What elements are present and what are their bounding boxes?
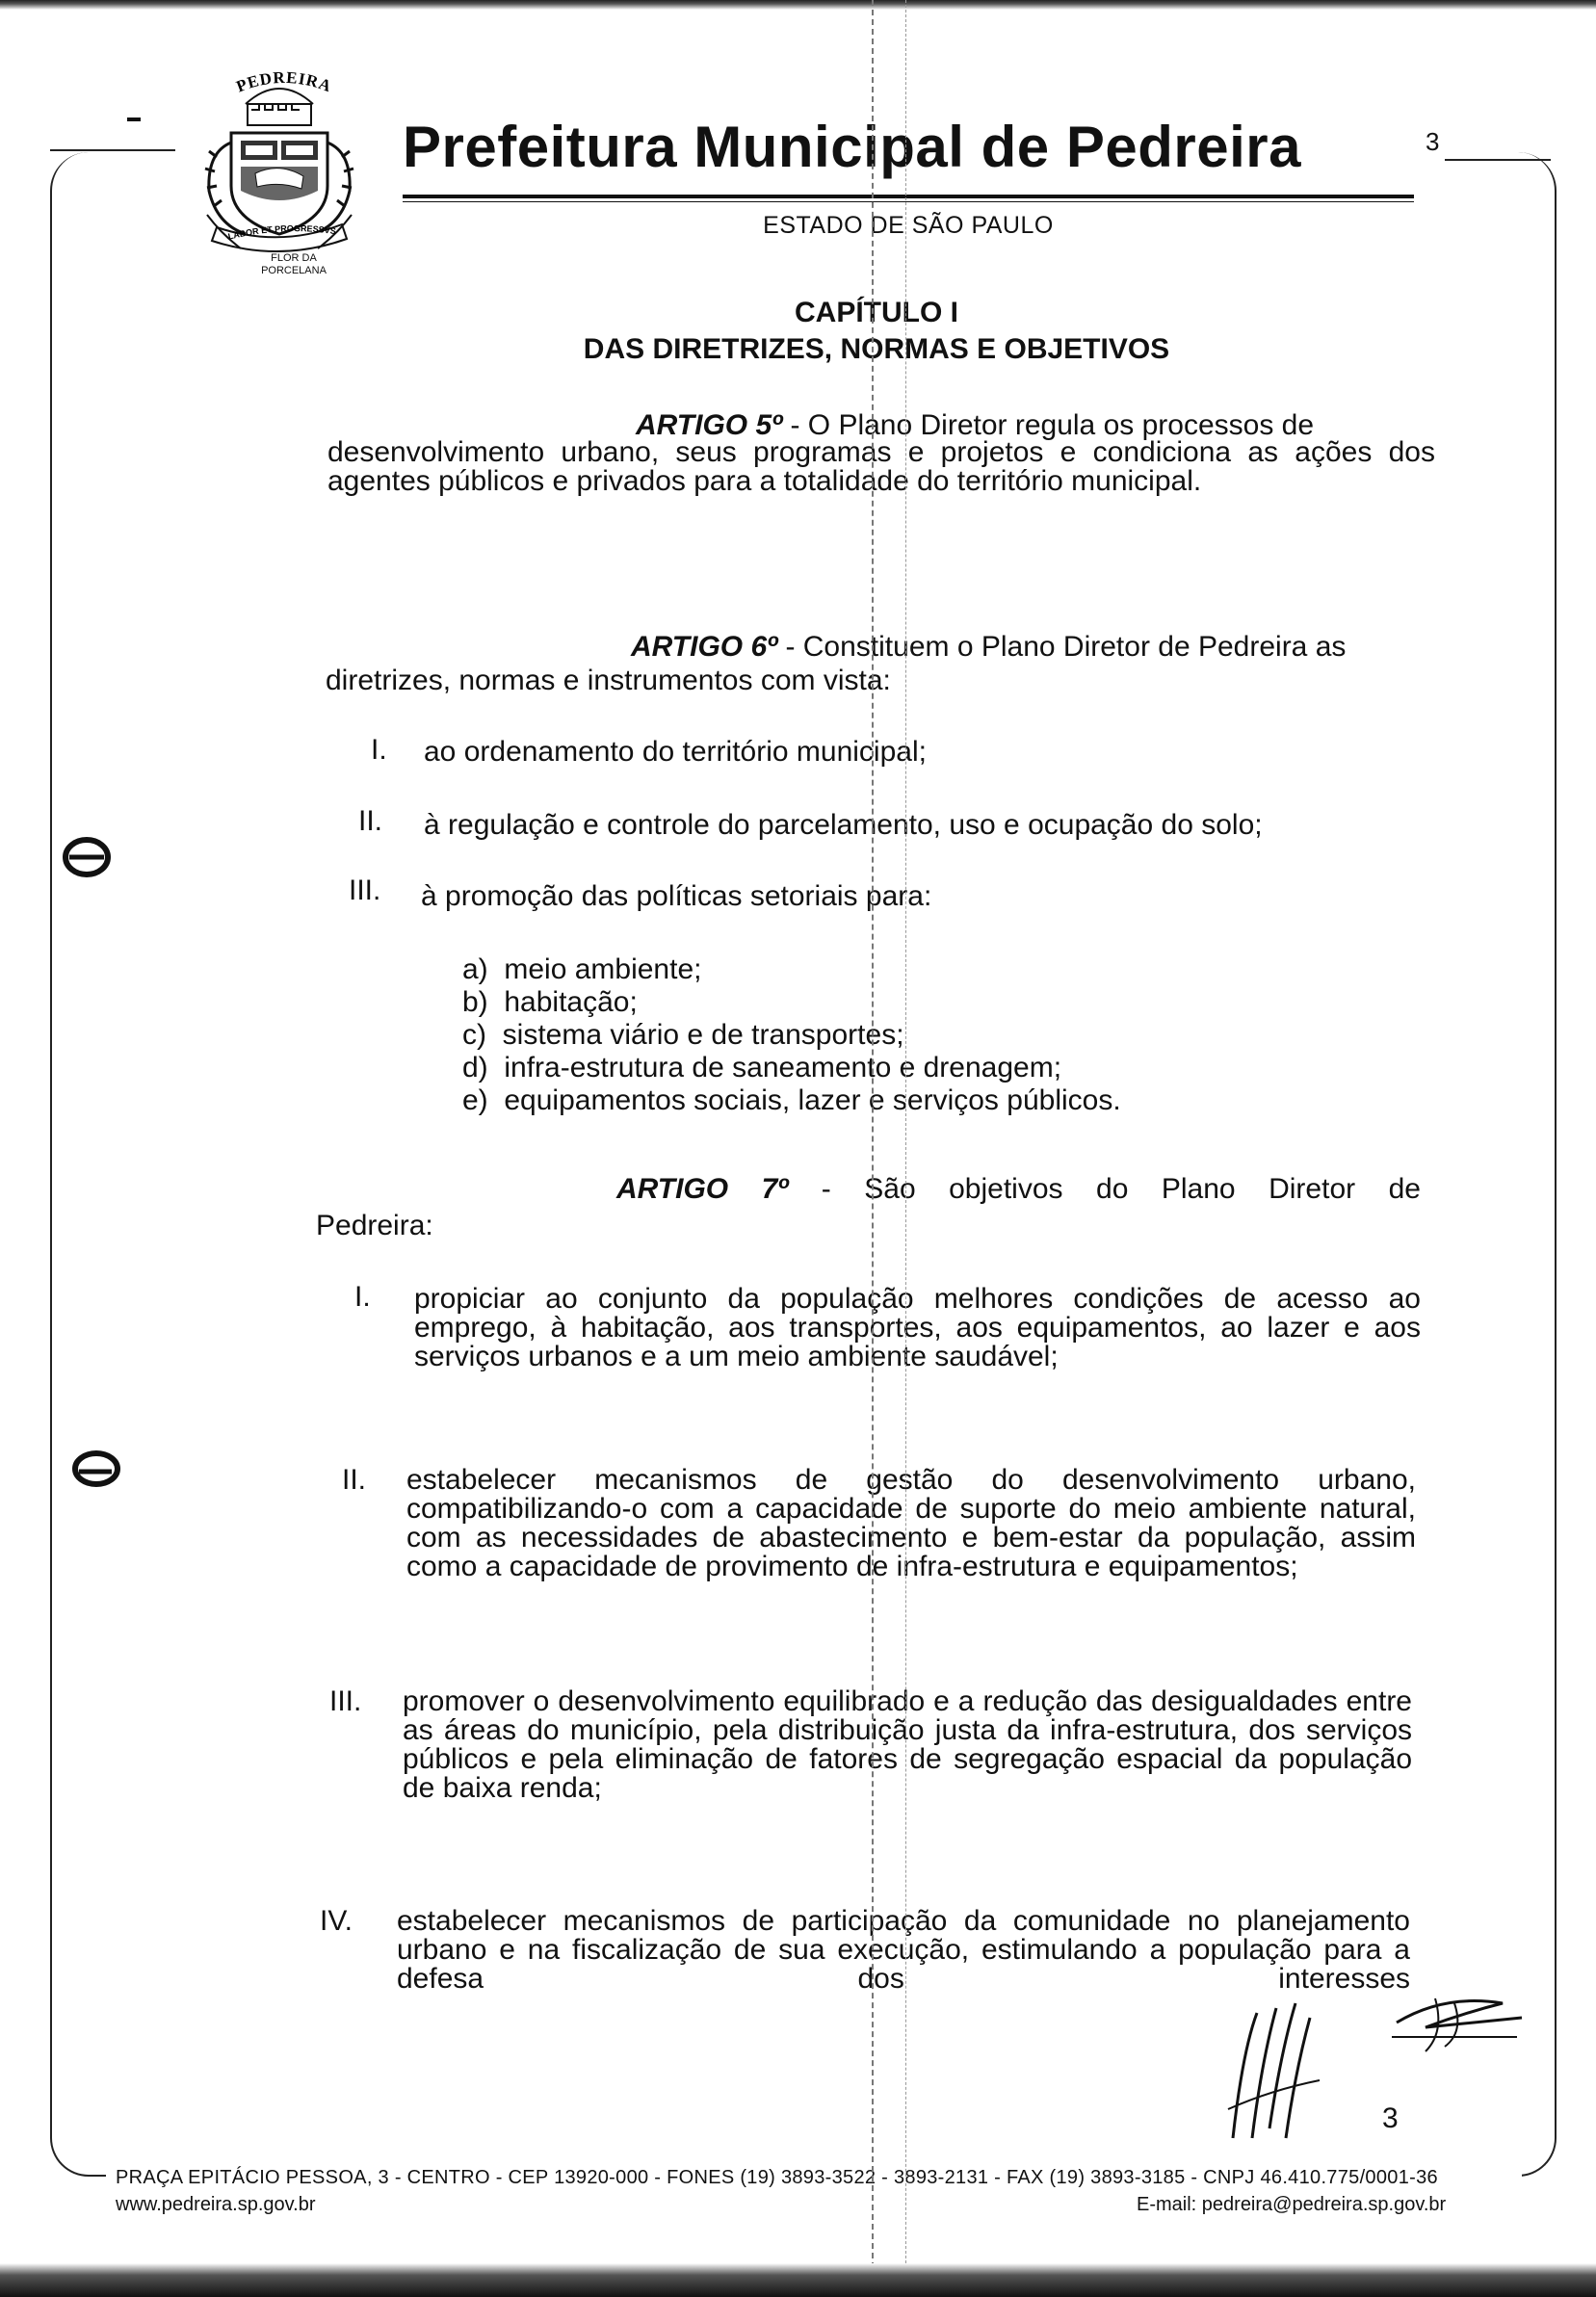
subitem-letter: c) [462, 1019, 486, 1051]
article-7-item-num: II. [342, 1464, 367, 1496]
chapter-title: CAPÍTULO I [795, 297, 958, 328]
signature-rubric [1387, 1984, 1531, 2061]
subitem-letter: a) [462, 953, 488, 985]
header-page-number: 3 [1426, 127, 1440, 156]
margin-stamp-mark [69, 1445, 127, 1493]
article-7-item-text: promover o desenvolvimento equilibrado e a redução das desigualdades entre as áreas do município, pela distribuição justa da infra-estrutura, dos serviços públicos e pela eliminação de fatores de segregação espacial da população de baixa renda; [403, 1685, 1412, 1804]
article-7-item-num: III. [329, 1685, 362, 1717]
article-7-lead: - São objetivos do Plano Diretor de [788, 1173, 1421, 1205]
scan-edge-top [0, 0, 1596, 10]
page-bottom-number: 3 [1382, 2102, 1399, 2134]
article-6-subitem [462, 986, 638, 1018]
article-5-body [327, 438, 1435, 496]
article-6-subitem [462, 1019, 904, 1051]
article-6-lead: - Constituem o Plano Diretor de Pedreira as [777, 631, 1347, 663]
page-border-top-left [50, 149, 175, 151]
subitem-letter: b) [462, 986, 488, 1018]
crest-top-arc [207, 69, 361, 108]
svg-text:LABOR ET PROGRESSVS [227, 223, 337, 242]
header-rule [403, 195, 1414, 198]
footer-email: E-mail: pedreira@pedreira.sp.gov.br [1137, 2194, 1447, 2215]
footer-address: PRAÇA EPITÁCIO PESSOA, 3 - CENTRO - CEP 13920-000 - FONES (19) 3893-3522 - 3893-2131 - FAX (19) 3893-3185 - CNPJ 46.410.775/0001-36 [116, 2167, 1438, 2188]
article-7-item-num: I. [354, 1281, 371, 1313]
article-7-item [397, 1907, 1410, 1994]
article-6-body: diretrizes, normas e instrumentos com vista: [326, 665, 891, 696]
state-subtitle: ESTADO DE SÃO PAULO [763, 212, 1054, 239]
svg-text:PEDREIRA [234, 69, 334, 96]
article-6-item-num: I. [371, 734, 387, 766]
subitem-letter: e) [462, 1084, 488, 1116]
signature-initials [1214, 1994, 1348, 2148]
article-7-heading-line [616, 1175, 1421, 1204]
article-7-heading [616, 1175, 1421, 1204]
article-6-item-num: III. [349, 874, 381, 906]
article-7-item-text: estabelecer mecanismos de participação da comunidade no planejamento urbano e na fiscalização de sua execução, estimulando a população para a defesa dos interesses [397, 1905, 1410, 1995]
article-7-body: Pedreira: [316, 1210, 433, 1241]
subitem-text: sistema viário e de transportes; [502, 1019, 904, 1051]
article-6-subitem [462, 1084, 1121, 1116]
article-6-subitem [462, 953, 701, 985]
crest-caption: FLOR DA PORCELANA [261, 252, 327, 276]
margin-dot-mark [125, 114, 144, 123]
footer-website: www.pedreira.sp.gov.br [116, 2194, 316, 2215]
crest-motto: LABOR ET PROGRESSVS [226, 223, 337, 242]
subitem-text: habitação; [504, 986, 638, 1018]
article-6-item-text: ao ordenamento do território municipal; [424, 736, 927, 768]
article-6-item-text: à regulação e controle do parcelamento, uso e ocupação do solo; [424, 809, 1263, 841]
article-6-subitem [462, 1052, 1061, 1083]
scan-edge-bottom [0, 2263, 1596, 2297]
header-rule-thin [403, 201, 1414, 202]
article-7-item [414, 1285, 1421, 1371]
article-5-body-text: desenvolvimento urbano, seus programas e projetos e condiciona as ações dos agentes públicos e privados para a totalidade do território municipal. [327, 436, 1435, 497]
subitem-text: infra-estrutura de saneamento e drenagem; [504, 1052, 1062, 1083]
article-7-item-text: estabelecer mecanismos de gestão do desenvolvimento urbano, compatibilizando-o com a capacidade de suporte do meio ambiente natural, com as necessidades de abastecimento e bem-estar da população, assim como a capacidade de provimento de infra-estrutura e equipamentos; [406, 1464, 1416, 1582]
crest-motto-ribbon [220, 222, 345, 250]
margin-stamp-mark [58, 828, 116, 886]
subitem-letter: d) [462, 1052, 488, 1083]
page-border-top-right [1445, 159, 1551, 161]
scan-fold-line [872, 0, 874, 2297]
article-6-label: ARTIGO 6º [631, 631, 778, 663]
article-5-lead: - O Plano Diretor regula os processos de [782, 409, 1315, 441]
article-5-label: ARTIGO 5º [636, 409, 783, 441]
article-7-item-text: propiciar ao conjunto da população melhores condições de acesso ao emprego, à habitação, aos transportes, aos equipamentos, ao lazer e aos serviços urbanos e a um meio ambiente saudável; [414, 1283, 1421, 1372]
subitem-text: meio ambiente; [504, 953, 702, 985]
article-7-item-num: IV. [320, 1905, 353, 1937]
article-7-item [403, 1687, 1412, 1803]
crest-top-text: PEDREIRA [233, 69, 335, 96]
subitem-text: equipamentos sociais, lazer e serviços públicos. [504, 1084, 1121, 1116]
chapter-subtitle: DAS DIRETRIZES, NORMAS E OBJETIVOS [583, 333, 1170, 365]
scan-fold-line [905, 0, 906, 2297]
article-6-item-text: à promoção das políticas setoriais para: [421, 880, 932, 912]
article-6-item-num: II. [358, 805, 383, 837]
article-7-label: ARTIGO 7º [616, 1173, 789, 1205]
article-7-item [406, 1466, 1416, 1581]
page-title: Prefeitura Municipal de Pedreira [403, 115, 1301, 179]
article-6-heading [631, 631, 1346, 663]
